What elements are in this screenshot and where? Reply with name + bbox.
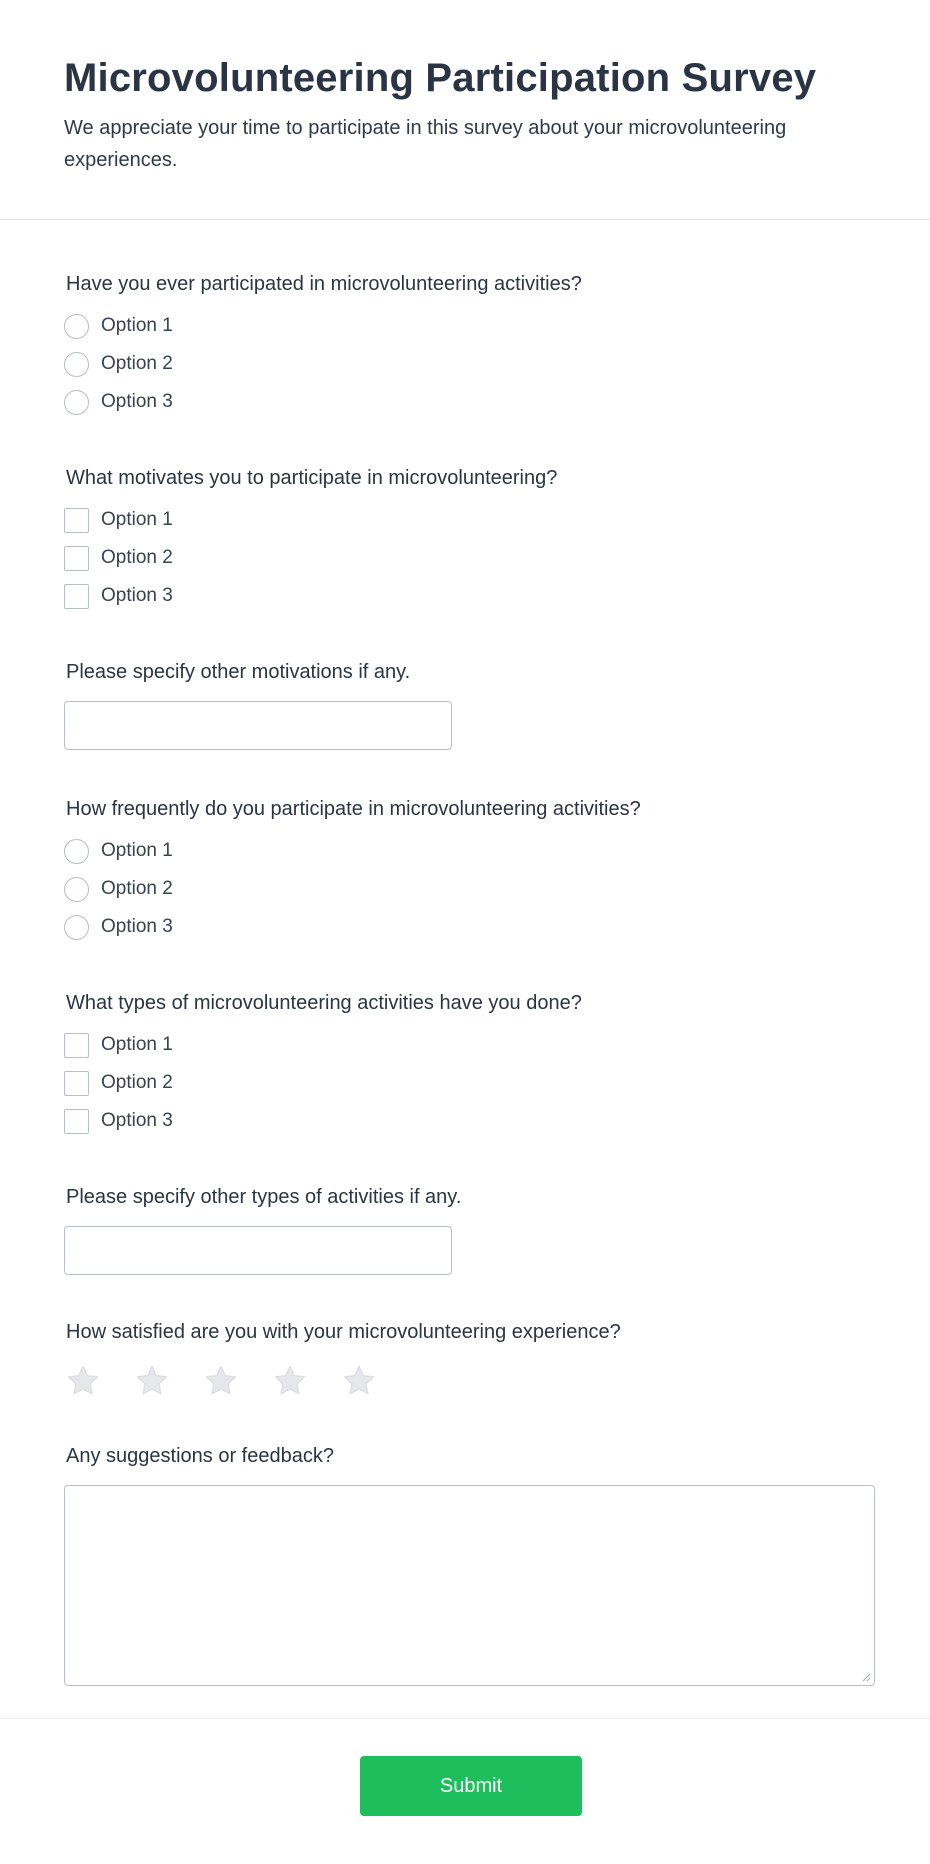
checkbox[interactable] (64, 584, 89, 609)
checkbox[interactable] (64, 546, 89, 571)
star-icon[interactable] (340, 1363, 378, 1399)
page-subtitle: We appreciate your time to participate in this survey about your microvolunteering experiences. (64, 117, 787, 171)
option-label: Option 3 (101, 916, 173, 937)
option-label: Option 1 (101, 840, 173, 861)
question-other-types-label: Please specify other types of activities if any. (66, 1186, 462, 1208)
option-label: Option 2 (101, 353, 173, 374)
star-icon[interactable] (64, 1363, 102, 1399)
question-other-motivations-label: Please specify other motivations if any. (66, 661, 411, 683)
activity-types-option-3[interactable] (64, 1108, 173, 1134)
star-icon[interactable] (133, 1363, 171, 1399)
star-icon[interactable] (202, 1363, 240, 1399)
checkbox[interactable] (64, 1033, 89, 1058)
star-rating (64, 1363, 409, 1399)
page-title: Microvolunteering Participation Survey (64, 56, 817, 100)
checkbox[interactable] (64, 1071, 89, 1096)
frequency-option-1[interactable] (64, 838, 173, 864)
radio-button[interactable] (64, 390, 89, 415)
resize-handle-icon[interactable] (861, 1672, 871, 1682)
activity-types-option-2[interactable] (64, 1070, 173, 1096)
checkbox[interactable] (64, 1109, 89, 1134)
question-frequency-label: How frequently do you participate in microvolunteering activities? (66, 798, 641, 820)
option-label: Option 1 (101, 509, 173, 530)
question-motivations-label: What motivates you to participate in microvolunteering? (66, 467, 558, 489)
frequency-option-2[interactable] (64, 876, 173, 902)
submit-button[interactable]: Submit (360, 1756, 582, 1816)
option-label: Option 3 (101, 391, 173, 412)
star-icon[interactable] (271, 1363, 309, 1399)
form-footer (0, 1719, 930, 1863)
option-label: Option 2 (101, 878, 173, 899)
question-participated-label: Have you ever participated in microvolunteering activities? (66, 273, 582, 295)
motivations-option-3[interactable] (64, 583, 173, 609)
radio-button[interactable] (64, 915, 89, 940)
participated-option-2[interactable] (64, 351, 173, 377)
question-feedback-label: Any suggestions or feedback? (66, 1445, 334, 1467)
survey-form (0, 220, 930, 1719)
feedback-textarea[interactable] (64, 1485, 875, 1686)
option-label: Option 3 (101, 1110, 173, 1131)
question-satisfaction-label: How satisfied are you with your microvolunteering experience? (66, 1321, 621, 1343)
other-types-input[interactable] (64, 1226, 452, 1275)
activity-types-option-1[interactable] (64, 1032, 173, 1058)
option-label: Option 3 (101, 585, 173, 606)
other-motivations-input[interactable] (64, 701, 452, 750)
survey-header (0, 0, 930, 220)
motivations-option-1[interactable] (64, 507, 173, 533)
question-activity-types-label: What types of microvolunteering activities have you done? (66, 992, 582, 1014)
option-label: Option 1 (101, 315, 173, 336)
radio-button[interactable] (64, 314, 89, 339)
radio-button[interactable] (64, 839, 89, 864)
frequency-option-3[interactable] (64, 914, 173, 940)
option-label: Option 1 (101, 1034, 173, 1055)
radio-button[interactable] (64, 352, 89, 377)
radio-button[interactable] (64, 877, 89, 902)
option-label: Option 2 (101, 547, 173, 568)
checkbox[interactable] (64, 508, 89, 533)
motivations-option-2[interactable] (64, 545, 173, 571)
option-label: Option 2 (101, 1072, 173, 1093)
participated-option-3[interactable] (64, 389, 173, 415)
participated-option-1[interactable] (64, 313, 173, 339)
